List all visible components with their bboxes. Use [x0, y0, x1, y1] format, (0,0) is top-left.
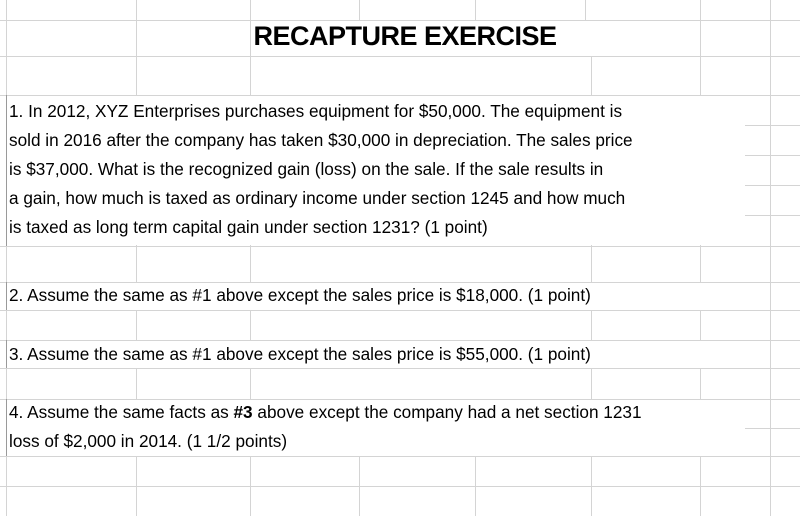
question-2-line-1: 2. Assume the same as #1 above except the sales price is $18,000. (1 point) — [9, 285, 591, 305]
question-4-line-2: loss of $2,000 in 2014. (1 1/2 points) — [9, 431, 288, 451]
question-3 — [9, 340, 591, 369]
question-4-line-1 — [9, 398, 642, 427]
question-1-line-3: is $37,000. What is the recognized gain (loss) on the sale. If the sale results in — [9, 159, 604, 179]
question-1-line-4: a gain, how much is taxed as ordinary income under section 1245 and how much — [9, 188, 626, 208]
worksheet-title: RECAPTURE EXERCISE — [253, 21, 557, 51]
question-3-line-1: 3. Assume the same as #1 above except the sales price is $55,000. (1 point) — [9, 344, 591, 364]
question-4-line-1-end: above except the company had a net section 1231 — [252, 402, 642, 422]
question-4-reference: #3 — [233, 402, 253, 422]
question-1-line-1: 1. In 2012, XYZ Enterprises purchases equipment for $50,000. The equipment is — [9, 101, 623, 121]
question-2 — [9, 281, 591, 310]
question-1-line-2: sold in 2016 after the company has taken $30,000 in depreciation. The sales price — [9, 130, 633, 150]
question-1 — [9, 97, 633, 242]
question-4 — [9, 398, 642, 456]
question-1-line-5: is taxed as long term capital gain under section 1231? (1 point) — [9, 217, 488, 237]
question-4-line-1-start: 4. Assume the same facts as — [9, 402, 234, 422]
